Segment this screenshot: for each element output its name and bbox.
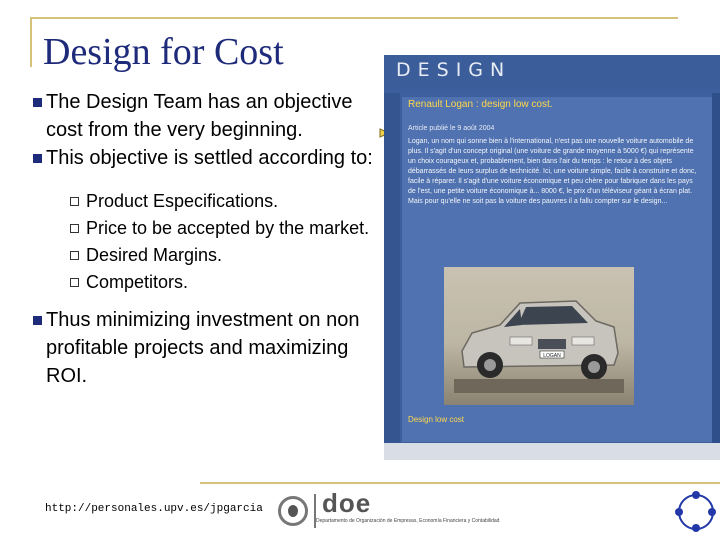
screenshot-bottom-bar bbox=[384, 443, 720, 460]
bullet-item bbox=[28, 144, 380, 172]
screenshot-left-strip bbox=[384, 93, 400, 453]
car-image bbox=[454, 281, 624, 393]
sub-bullet-text: Competitors. bbox=[86, 272, 189, 292]
screenshot-header-title: DESIGN bbox=[396, 59, 512, 81]
article-date: Article publié le 9 août 2004 bbox=[408, 125, 495, 132]
car-photo bbox=[444, 267, 634, 405]
article-panel bbox=[402, 97, 712, 442]
footer-url[interactable]: http://personales.upv.es/jpgarcia bbox=[45, 503, 263, 515]
sub-bullet-item bbox=[28, 215, 380, 242]
bullet-item bbox=[28, 306, 380, 390]
ring-dot bbox=[675, 508, 683, 516]
checkbox-bullet-icon bbox=[70, 251, 79, 260]
ring-dot bbox=[708, 508, 716, 516]
screenshot-header bbox=[384, 55, 720, 89]
sub-bullet-text: Desired Margins. bbox=[86, 245, 223, 265]
checkbox-bullet-icon bbox=[70, 224, 79, 233]
decorative-ring-icon bbox=[678, 494, 714, 530]
sub-bullet-text: Product Especifications. bbox=[86, 191, 279, 211]
ring-dot bbox=[692, 524, 700, 532]
checkbox-bullet-icon bbox=[70, 197, 79, 206]
bullet-item bbox=[28, 88, 380, 144]
license-plate: LOGAN bbox=[543, 353, 561, 359]
bullet-text: Thus minimizing investment on non profitable projects and maximizing ROI. bbox=[46, 309, 360, 387]
ring-dot bbox=[692, 491, 700, 499]
checkbox-bullet-icon bbox=[70, 278, 79, 287]
logo-emblem-icon bbox=[278, 496, 308, 526]
square-bullet-icon bbox=[33, 154, 42, 163]
sub-bullet-item bbox=[28, 242, 380, 269]
square-bullet-icon bbox=[33, 316, 42, 325]
square-bullet-icon bbox=[33, 98, 42, 107]
slide-title: Design for Cost bbox=[43, 31, 284, 73]
department-logo bbox=[278, 488, 538, 530]
title-frame-top bbox=[30, 17, 678, 19]
logo-word: doe bbox=[322, 488, 372, 518]
article-body: Logan, un nom qui sonne bien à l'international, n'est pas une nouvelle voiture automobile de plus. Il s'agit d'un concept original (une voiture de grande moyenne à 5000 €) qui représente un choix courageux et, probablement, bien dans l'air du temps : le retour à des objets débarrassés de leurs surplus de technicité. Ici, une voiture simple, facile à construire et donc, facile à réparer. Il s'agit d'une voiture économique et peu chère pour fabriquer dans les pays de l'est, une petite voiture économique à... 8000 €, le prix d'un téléviseur géant à écran plat. Mais pour qu'elle ne soit pas la voiture des pauvres il a fallu compter sur le design... bbox=[408, 138, 697, 205]
article-caption: Design low cost bbox=[408, 415, 465, 424]
bullet-list bbox=[28, 88, 380, 390]
bullet-text: This objective is settled according to: bbox=[46, 147, 373, 169]
footer-divider bbox=[200, 482, 720, 484]
title-frame-left bbox=[30, 17, 32, 67]
sub-bullet-item bbox=[28, 269, 380, 296]
logo-subtitle: Departamento de Organización de Empresas, Economía Financiera y Contabilidad bbox=[316, 518, 500, 524]
website-screenshot bbox=[384, 55, 720, 460]
sub-bullet-item bbox=[28, 188, 380, 215]
bullet-text: The Design Team has an objective cost from the very beginning. bbox=[46, 91, 353, 141]
article-headline: Renault Logan : design low cost. bbox=[408, 99, 553, 110]
screenshot-right-strip bbox=[712, 93, 720, 453]
sub-bullet-text: Price to be accepted by the market. bbox=[86, 218, 370, 238]
